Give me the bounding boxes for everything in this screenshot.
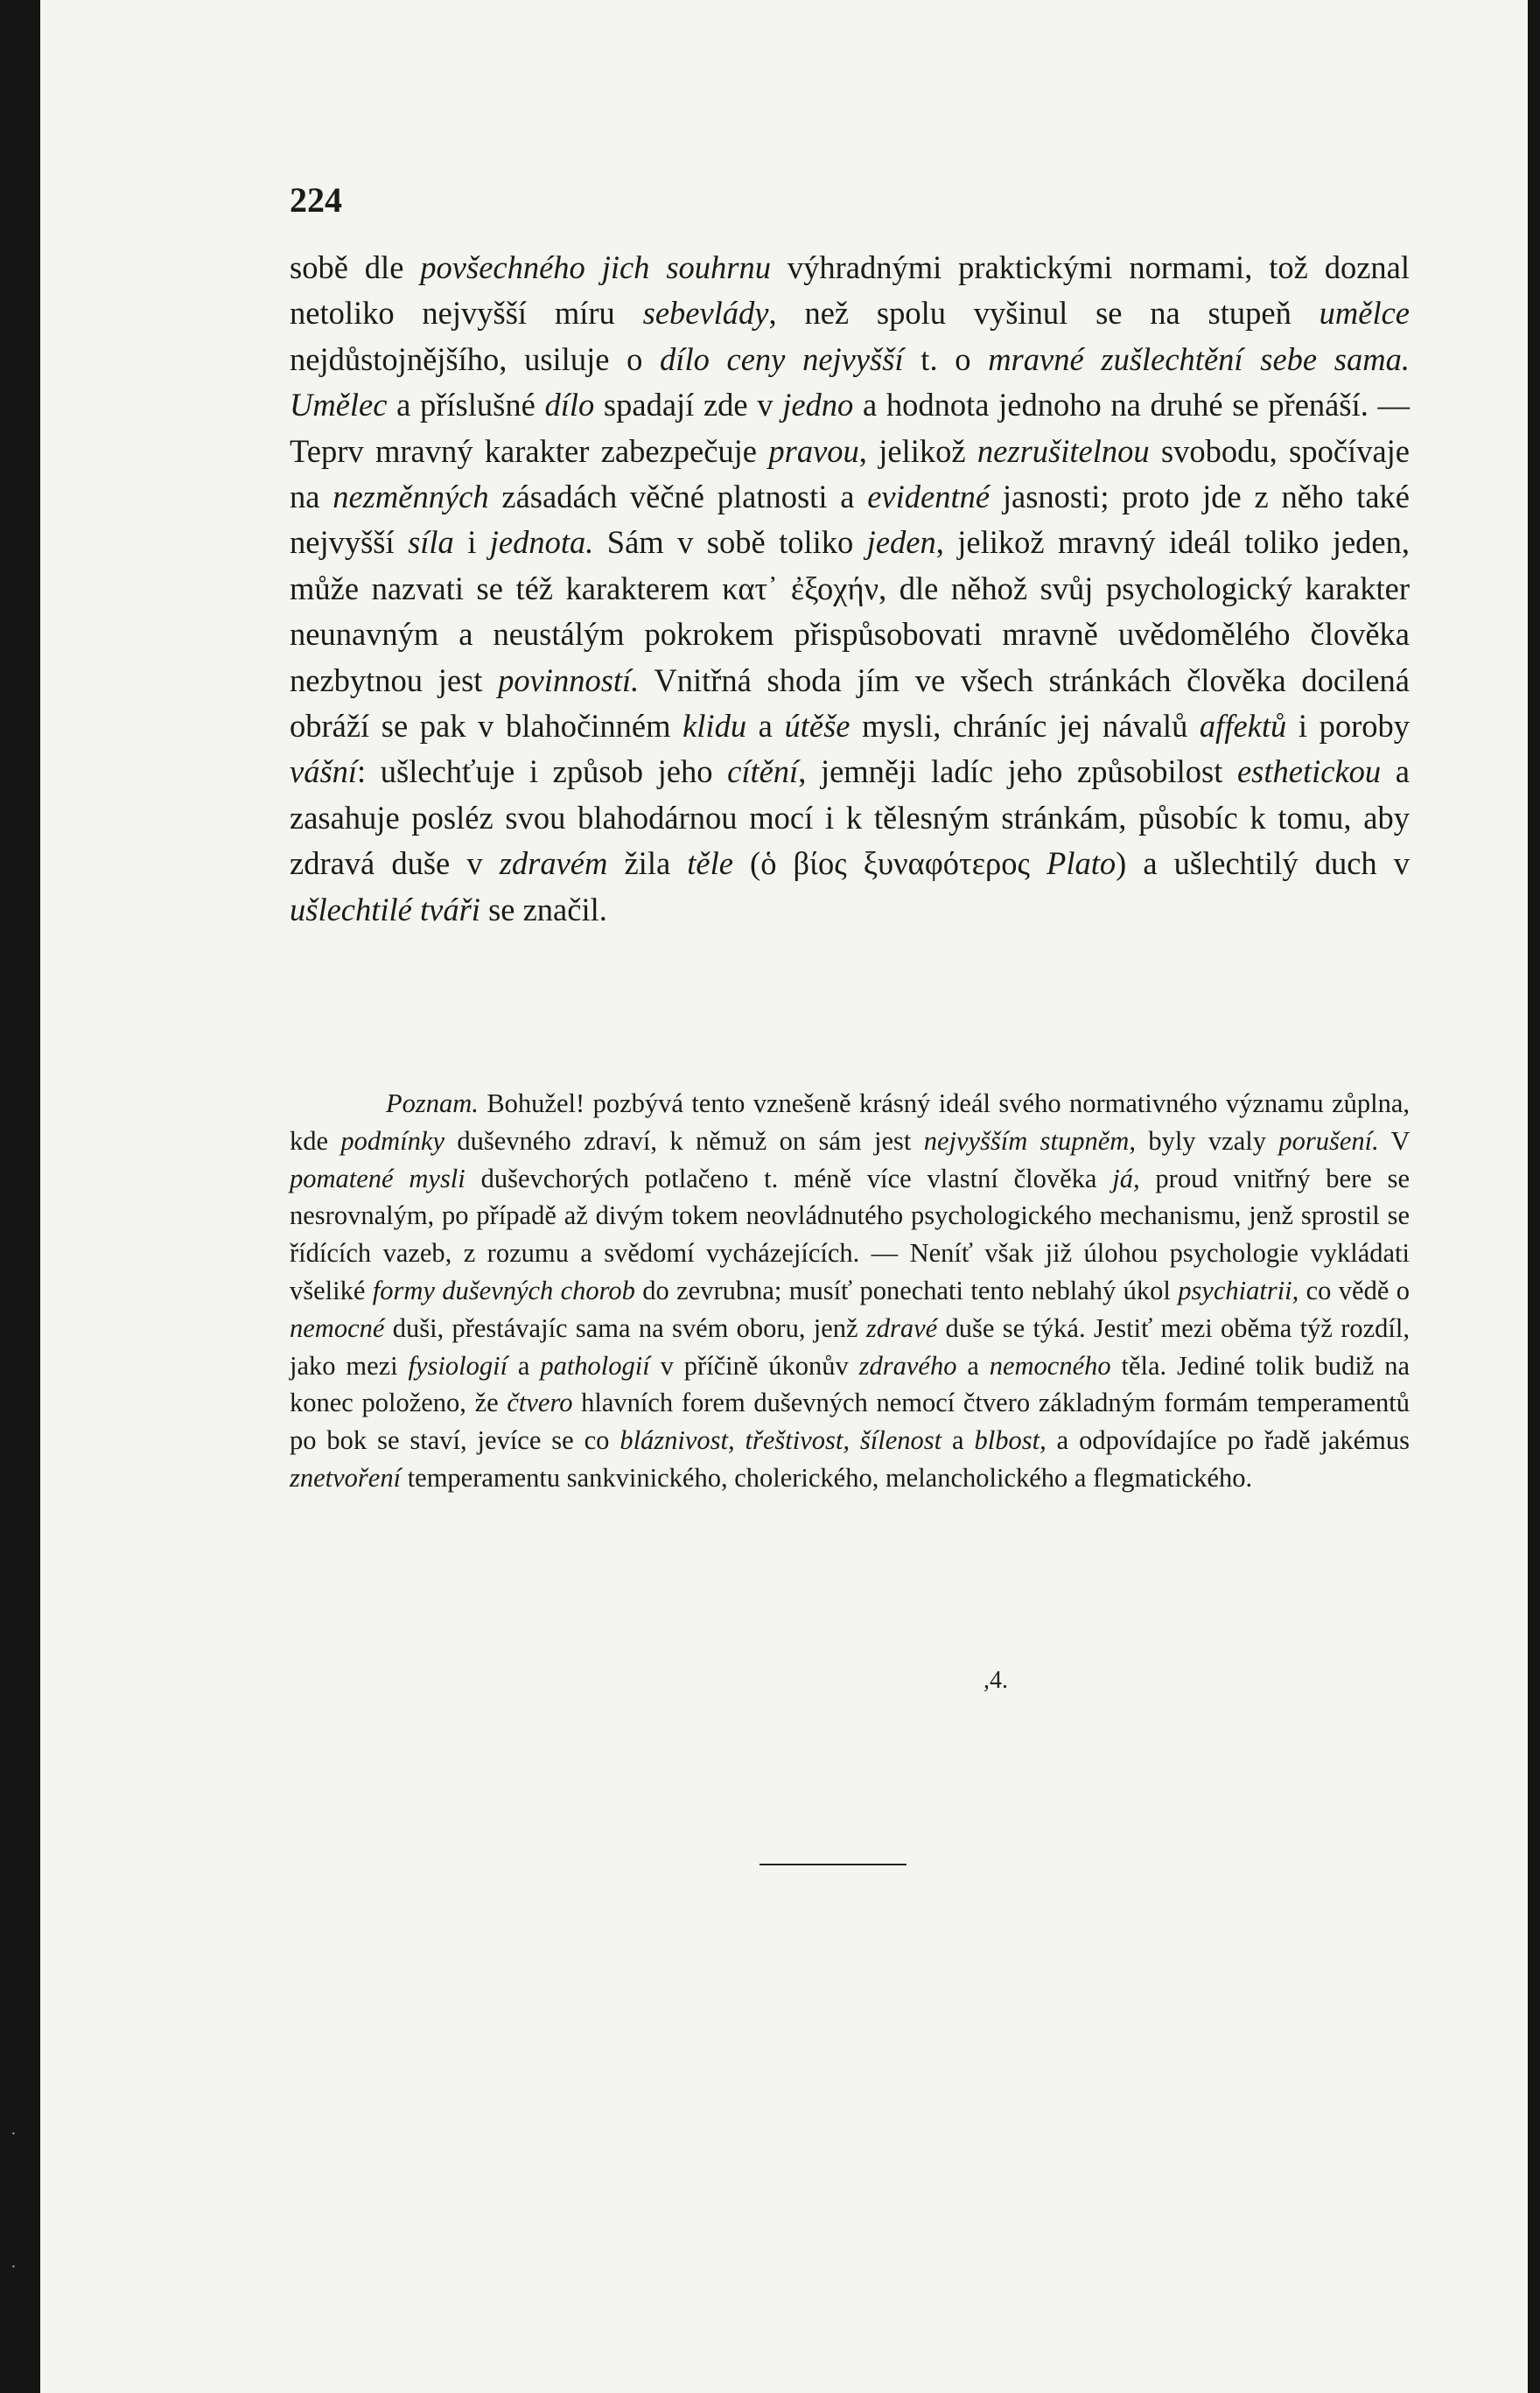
note-italic-run: porušení. — [1278, 1125, 1379, 1156]
note-text-run: V — [1378, 1125, 1410, 1156]
main-text-run: , jelikož — [858, 432, 977, 469]
footnote-body — [290, 1088, 1410, 1493]
note-text-run: co vědě o — [1298, 1275, 1410, 1305]
note-text-run: hlavních forem duševných nemocí čtvero základným formám temperamentů po bok se staví, jevíce se co — [290, 1388, 1410, 1456]
main-italic-run: těle — [687, 845, 733, 882]
note-italic-run: psychiatrii, — [1178, 1275, 1299, 1305]
main-italic-run: affektů — [1199, 708, 1287, 745]
main-italic-run: dílo — [544, 387, 595, 423]
note-text-run: duši, přestávajíc sama na svém oboru, jenž — [384, 1312, 866, 1343]
main-text-run: jasnosti; proto jde z něho také nejvyšší — [290, 479, 1410, 561]
main-text-run: spadají zde v — [594, 387, 783, 423]
note-italic-run: fysiologií — [408, 1350, 508, 1381]
main-italic-run: povinností. — [498, 661, 640, 698]
main-italic-run: esthetickou — [1236, 753, 1382, 790]
main-italic-run: Umělec — [290, 387, 388, 423]
note-italic-run: zdravého — [858, 1350, 957, 1381]
main-text-run: Sám v sobě toliko — [593, 524, 867, 561]
margin-mark: ,4. — [984, 1667, 1008, 1694]
note-italic-run: nemocné — [290, 1312, 385, 1343]
main-text-run: , než spolu vyšinul se na stupeň — [768, 295, 1320, 332]
note-text-run: Bohužel! pozbývá tento vznešeně krásný ideál svého normativného významu zůplna, kde — [290, 1088, 1410, 1156]
note-italic-run: formy duševných chorob — [372, 1275, 635, 1305]
main-italic-run: klidu — [682, 708, 747, 745]
main-italic-run: pravou — [768, 432, 859, 469]
note-text-run: do zevrubna; musíť ponechati tento neblahý úkol — [634, 1275, 1179, 1305]
main-text-run: a příslušné — [387, 387, 545, 423]
main-text-run: ) a ušlechtilý duch v — [1116, 845, 1410, 882]
main-italic-run: síla — [408, 524, 454, 561]
note-italic-run: čtvero — [507, 1388, 573, 1418]
note-text-run: byly vzaly — [1135, 1125, 1279, 1156]
note-text-run: těla. Jediné tolik budiž na konec položeno, že — [290, 1350, 1410, 1418]
main-italic-run: jeden — [866, 524, 936, 561]
note-text-run: duše se týká. Jestiť mezi oběma týž rozdíl, jako mezi — [290, 1312, 1410, 1381]
note-italic-run: zdravé — [865, 1312, 938, 1343]
main-text-run: t. o — [903, 340, 989, 377]
note-italic-run: pomatené mysli — [290, 1163, 466, 1193]
main-italic-run: dílo ceny nejvyšší — [660, 340, 904, 377]
main-text-run: sobě dle — [290, 249, 421, 285]
main-text-run: i poroby — [1286, 708, 1410, 745]
note-italic-run: pathologií — [540, 1350, 650, 1381]
main-italic-run: evidentné — [867, 479, 990, 515]
note-italic-run: nemocného — [989, 1350, 1111, 1381]
note-italic-run: bláznivost, třeštivost, šílenost — [620, 1425, 942, 1456]
main-italic-run: nezrušitelnou — [976, 432, 1150, 469]
note-text-run: a — [942, 1425, 975, 1456]
main-text-run: i — [453, 524, 490, 561]
note-text-run: a odpovídajíce po řadě jakémus — [1046, 1425, 1410, 1456]
main-text-run: , jemněji ladíc jeho způsobilost — [798, 753, 1237, 790]
main-text-run: se značil. — [480, 891, 607, 927]
note-text-run: duševchorých potlačeno t. méně více vlastní člověka — [465, 1163, 1113, 1193]
note-text-run: v příčině úkonův — [649, 1350, 859, 1381]
note-italic-run: nejvyšším stupněm, — [923, 1125, 1136, 1156]
main-italic-run: Plato — [1046, 845, 1116, 882]
main-italic-run: cítění — [727, 753, 799, 790]
scan-speck: · — [10, 2257, 17, 2277]
main-italic-run: zdravém — [499, 845, 608, 882]
main-text-run: nejdůstojnějšího, usiluje o — [290, 340, 661, 377]
main-italic-run: nezměnných — [332, 479, 489, 515]
main-italic-run: mravné zušlechtění sebe sama. — [988, 340, 1410, 377]
main-text-run: zásadách věčné platnosti a — [488, 479, 868, 515]
main-italic-run: ušlechtilé tváři — [290, 891, 480, 927]
main-italic-run: vášní — [290, 753, 358, 790]
main-italic-run: jedno — [782, 387, 854, 423]
main-text-run: žila — [607, 845, 688, 882]
main-italic-run: sebevlády — [642, 295, 769, 332]
note-text-run: a — [508, 1350, 541, 1381]
main-text-run: (ὁ βίος ξυναφότερος — [732, 845, 1047, 882]
main-text-run: výhradnými praktickými normami, tož doznal netoliko nejvyšší míru — [290, 249, 1410, 332]
main-text-run: a hodnota jednoho na druhé se přenáší. — Teprv mravný karakter zabezpečuje — [290, 387, 1410, 469]
main-text-run: mysli, chráníc jej návalů — [850, 708, 1200, 745]
note-text-run: temperamentu sankvinického, cholerického, melancholického a flegmatického. — [401, 1462, 1253, 1493]
main-italic-run: povšechného jich souhrnu — [420, 249, 771, 285]
note-text-run: proud vnitřný bere se nesrovnalým, po případě až divým tokem neovládnutého psychologického mechanismu, jenž sprostil se řídících vazeb, z rozumu a svědomí vycházejících. — Neníť však již úlohou psychologie vykládati všeliké — [290, 1163, 1410, 1305]
scan-speck: · — [10, 2124, 17, 2144]
note-text-run: duševného zdraví, k němuž on sám jest — [444, 1125, 924, 1156]
book-page — [40, 0, 1528, 2393]
main-text-run: , jelikož mravný ideál toliko jeden, může nazvati se též karakterem κατ᾽ ἐξοχήν, dle něhož svůj psychologický karakter neunavným a neustálým pokrokem přispůsobovati mravně uvědomělého člověka nezbytnou jest — [290, 524, 1410, 698]
main-italic-run: jednota. — [489, 524, 594, 561]
page-number: 224 — [290, 180, 342, 220]
note-italic-run: blbost, — [974, 1425, 1046, 1456]
note-italic-run: já, — [1112, 1163, 1140, 1193]
main-italic-run: útěše — [784, 708, 850, 745]
end-rule — [760, 1864, 906, 1865]
main-paragraph — [290, 245, 1410, 933]
main-text-run: : ušlechťuje i způsob jeho — [357, 753, 728, 790]
main-text-run: svobodu, spočívaje na — [290, 432, 1410, 515]
note-text-run: a — [956, 1350, 990, 1381]
main-text-run: Vnitřná shoda jím ve všech stránkách člověka docilená obráží se pak v blahočinném — [290, 661, 1410, 745]
footnote-paragraph — [290, 1085, 1410, 1497]
main-text-run: a — [746, 708, 785, 745]
main-italic-run: umělce — [1319, 295, 1410, 332]
note-italic-run: znetvoření — [290, 1462, 402, 1493]
note-italic-run: podmínky — [340, 1125, 444, 1156]
main-text-run: a zasahuje posléz svou blahodárnou mocí i k tělesným stránkám, působíc k tomu, aby zdravá duše v — [290, 753, 1410, 882]
footnote-label: Poznam. — [386, 1088, 479, 1118]
